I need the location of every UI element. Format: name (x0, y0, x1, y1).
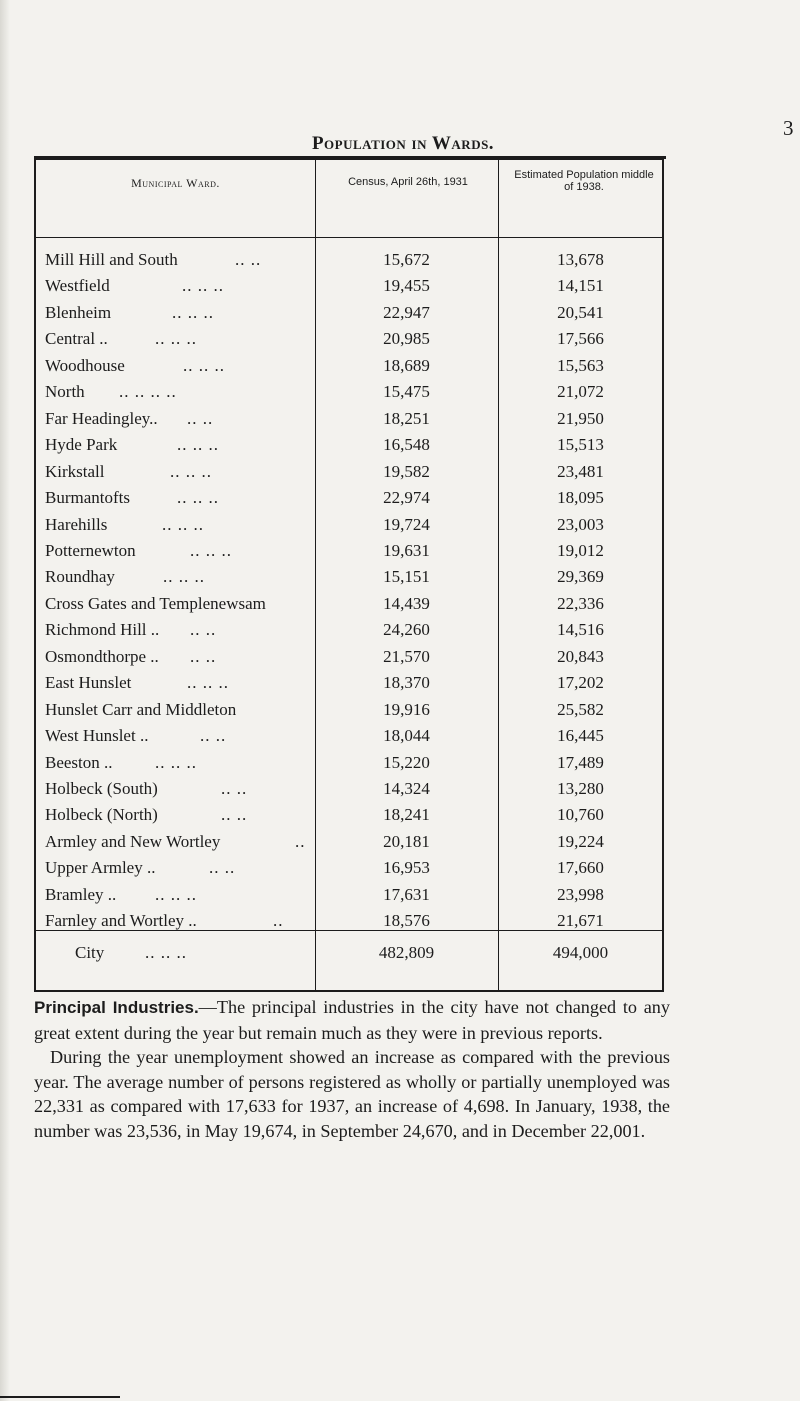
census-value: 18,241 (383, 805, 430, 825)
table-row (37, 779, 662, 803)
table-row (37, 382, 662, 406)
ward-name: North (45, 382, 85, 402)
leader-dots: .. .. .. (183, 355, 225, 375)
leader-dots: .. .. .. (155, 884, 197, 904)
census-value: 15,475 (383, 382, 430, 402)
estimate-value: 17,202 (557, 673, 604, 693)
section-heading: Principal Industries. (34, 998, 199, 1017)
census-value: 14,324 (383, 779, 430, 798)
page-title: Population in Wards. (311, 133, 495, 154)
table-row (37, 488, 662, 512)
leader-dots: .. .. .. .. (119, 382, 177, 402)
census-value: 16,953 (383, 858, 430, 878)
estimate-value: 22,336 (557, 593, 604, 613)
page-edge-shadow (0, 0, 10, 1401)
census-value: 18,251 (383, 408, 430, 428)
ward-name: Westfield (45, 276, 110, 296)
ward-name: Armley and New Wortley (45, 831, 221, 851)
census-value: 18,576 (383, 911, 430, 931)
ward-name: Central .. (45, 329, 108, 349)
ward-name: Woodhouse (45, 355, 125, 375)
table-row (37, 435, 662, 459)
leader-dots: .. .. .. (172, 302, 214, 322)
unemployment-paragraph: During the year unemployment showed an increase as compared with the previous year. The average number of persons registered as wholly or partially unemployed was 22,331 as compared with 17,633 for 1937, an increase of 4,698. In January, 1938, the number was 23,536, in May 19,674, in September 24,670, and in December 22,001. (34, 1047, 670, 1141)
ward-name: Burmantofts (45, 488, 130, 508)
estimate-value: 13,678 (557, 250, 604, 269)
header-ward: Municipal Ward. (131, 176, 220, 190)
census-value: 22,974 (383, 488, 430, 508)
leader-dots: .. .. .. (155, 752, 197, 772)
leader-dots: .. (295, 831, 306, 851)
table-row (37, 753, 662, 777)
leader-dots: .. .. .. (182, 276, 224, 296)
census-value: 16,548 (383, 435, 430, 455)
total-row (37, 943, 662, 967)
leader-dots: .. .. .. (163, 567, 205, 587)
ward-name: Farnley and Wortley .. (45, 911, 197, 931)
estimate-value: 14,151 (557, 276, 604, 296)
estimate-value: 25,582 (557, 699, 604, 719)
census-value: 15,672 (383, 250, 430, 269)
table-row (37, 858, 662, 882)
estimate-value: 16,445 (557, 726, 604, 746)
estimate-value: 23,998 (557, 884, 604, 904)
table-row (37, 673, 662, 697)
ward-name: Holbeck (North) (45, 805, 158, 825)
ward-name: Hyde Park (45, 435, 118, 455)
ward-name: Beeston .. (45, 752, 113, 772)
leader-dots: .. .. .. (170, 461, 212, 481)
table-row (37, 276, 662, 300)
table-row (37, 541, 662, 565)
industries-section (34, 995, 670, 1143)
table-row (37, 620, 662, 644)
total-label: City (75, 943, 105, 962)
census-value: 21,570 (383, 646, 430, 666)
leader-dots: .. .. .. (187, 673, 229, 693)
leader-dots: .. .. (221, 805, 248, 825)
leader-dots: .. .. (190, 646, 217, 666)
ward-name: Cross Gates and Templenewsam (45, 593, 266, 613)
census-value: 20,181 (383, 831, 430, 851)
estimate-value: 21,072 (557, 382, 604, 402)
ward-name: Upper Armley .. (45, 858, 156, 878)
total-census: 482,809 (378, 943, 435, 962)
leader-dots: .. .. (187, 408, 214, 428)
leader-dots: .. .. (190, 620, 217, 640)
census-value: 19,916 (383, 699, 430, 719)
estimate-value: 17,566 (557, 329, 604, 349)
ward-name: West Hunslet .. (45, 726, 149, 746)
leader-dots: .. .. .. (177, 488, 219, 508)
ward-name: Mill Hill and South (45, 250, 178, 269)
table-row (37, 647, 662, 671)
estimate-value: 29,369 (557, 567, 604, 587)
ward-name: Blenheim (45, 302, 112, 322)
estimate-value: 13,280 (557, 779, 604, 798)
leader-dots: .. .. (209, 858, 236, 878)
page-number: 3 (783, 116, 794, 140)
table-row (37, 832, 662, 856)
census-value: 22,947 (383, 302, 430, 322)
header-estimate: Estimated Population middle of 1938. (514, 169, 654, 193)
table-row (37, 567, 662, 591)
census-value: 19,631 (383, 540, 430, 560)
estimate-value: 17,489 (557, 752, 604, 772)
leader-dots: .. .. (235, 250, 262, 269)
ward-name: Harehills (45, 514, 108, 534)
estimate-value: 21,671 (557, 911, 604, 931)
estimate-value: 21,950 (557, 408, 604, 428)
leader-dots: .. .. (221, 779, 248, 798)
ward-name: Potternewton (45, 540, 136, 560)
header-census: Census, April 26th, 1931 (348, 176, 468, 188)
estimate-value: 19,224 (557, 831, 604, 851)
estimate-value: 10,760 (557, 805, 604, 825)
industries-paragraph (34, 995, 670, 1045)
estimate-value: 23,003 (557, 514, 604, 534)
table-row (37, 356, 662, 380)
ward-name: East Hunslet (45, 673, 132, 693)
total-leader-dots: .. .. .. (145, 943, 187, 962)
table-row (37, 700, 662, 724)
estimate-value: 20,541 (557, 302, 604, 322)
estimate-value: 14,516 (557, 620, 604, 640)
ward-name: Roundhay (45, 567, 115, 587)
table-row (37, 250, 662, 274)
census-value: 20,985 (383, 329, 430, 349)
census-value: 15,151 (383, 567, 430, 587)
table-row (37, 329, 662, 353)
table-row (37, 303, 662, 327)
estimate-value: 19,012 (557, 540, 604, 560)
table-row (37, 409, 662, 433)
table-row (37, 726, 662, 750)
table-row (37, 462, 662, 486)
census-value: 19,582 (383, 461, 430, 481)
census-value: 18,370 (383, 673, 430, 693)
census-value: 19,455 (383, 276, 430, 296)
census-value: 14,439 (383, 593, 430, 613)
census-value: 18,689 (383, 355, 430, 375)
ward-name: Osmondthorpe .. (45, 646, 159, 666)
table-row (37, 911, 662, 935)
paragraph-1-text: —The principal industries in the city have not changed to any great extent during the year but remain much as they were in previous reports. (34, 997, 670, 1043)
table-row (37, 594, 662, 618)
header-divider (36, 237, 662, 238)
ward-name: Kirkstall (45, 461, 105, 481)
census-value: 18,044 (383, 726, 430, 746)
ward-name: Richmond Hill .. (45, 620, 160, 640)
census-value: 19,724 (383, 514, 430, 534)
bottom-rule (0, 1396, 120, 1398)
table-row (37, 885, 662, 909)
ward-name: Far Headingley.. (45, 408, 158, 428)
estimate-value: 15,563 (557, 355, 604, 375)
estimate-value: 20,843 (557, 646, 604, 666)
estimate-value: 17,660 (557, 858, 604, 878)
leader-dots: .. .. (200, 726, 227, 746)
census-value: 15,220 (383, 752, 430, 772)
ward-name: Hunslet Carr and Middleton (45, 699, 237, 719)
leader-dots: .. .. .. (190, 540, 232, 560)
ward-name: Holbeck (South) (45, 779, 158, 798)
estimate-value: 23,481 (557, 461, 604, 481)
leader-dots: .. (273, 911, 284, 931)
total-estimate: 494,000 (552, 943, 609, 962)
estimate-value: 15,513 (557, 435, 604, 455)
census-value: 24,260 (383, 620, 430, 640)
leader-dots: .. .. .. (162, 514, 204, 534)
estimate-value: 18,095 (557, 488, 604, 508)
leader-dots: .. .. .. (155, 329, 197, 349)
table-row (37, 515, 662, 539)
census-value: 17,631 (383, 884, 430, 904)
ward-name: Bramley .. (45, 884, 117, 904)
table-row (37, 805, 662, 829)
leader-dots: .. .. .. (177, 435, 219, 455)
